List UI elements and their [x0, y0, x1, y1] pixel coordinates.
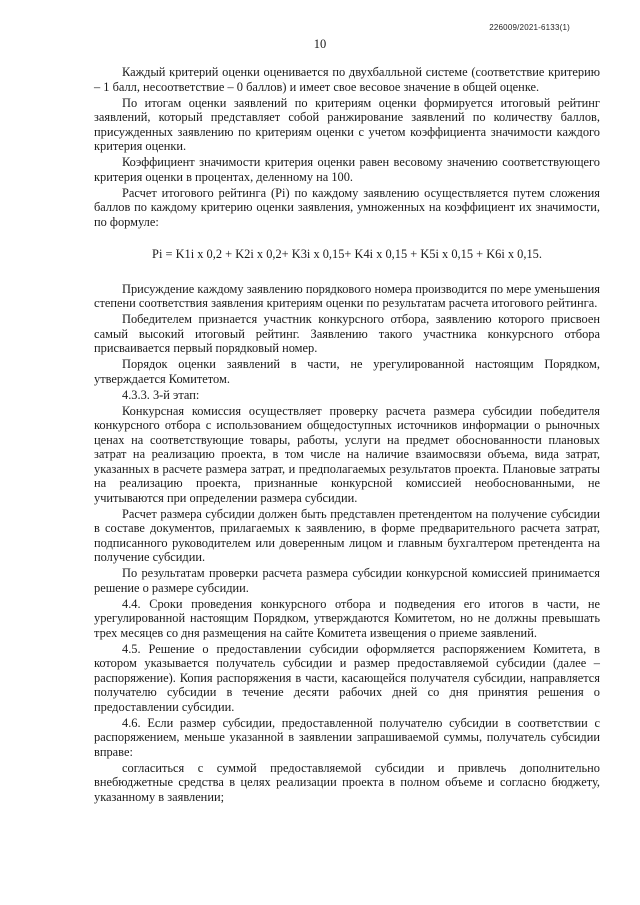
paragraph-subsidy-calculation: Расчет размера субсидии должен быть представлен претендентом на получение субсидии в составе документов, прилагаемых к заявлению, в форме предварительного расчета затрат, подписанного руководителем или доверенным лицом и главным бухгалтером претендента на получение субсидии. [94, 506, 600, 564]
paragraph-agree-option: согласиться с суммой предоставляемой субсидии и привлечь дополнительно внебюджетные средства в целях реализации проекта в полном объеме и согласно бюджету, указанному в заявлении; [94, 760, 600, 804]
paragraph-4-5-subsidy-order: 4.5. Решение о предоставлении субсидии оформляется распоряжением Комитета, в котором указывается получатель субсидии и размер предоставляемой субсидии (далее – распоряжение). Копия распоряжения в части, касающейся получателя субсидии, направляется получателю субсидии в течение десяти рабочих дней со дня принятия решения о предоставлении субсидии. [94, 641, 600, 714]
paragraph-subsidy-decision: По результатам проверки расчета размера субсидии конкурсной комиссией принимается решение о размере субсидии. [94, 566, 600, 595]
paragraph-evaluation-procedure: Порядок оценки заявлений в части, не урегулированной настоящим Порядком, утверждается Комитетом. [94, 357, 600, 386]
paragraph-ordinal-number: Присуждение каждому заявлению порядкового номера производится по мере уменьшения степени соответствия заявления критериям оценки по результатам расчета итогового рейтинга. [94, 281, 600, 310]
paragraph-significance-coefficient: Коэффициент значимости критерия оценки равен весовому значению соответствующего критерия оценки в процентах, деленному на 100. [94, 155, 600, 184]
document-id: 226009/2021-6133(1) [489, 23, 570, 32]
paragraph-winner: Победителем признается участник конкурсного отбора, заявлению которого присвоен самый высокий итоговый рейтинг. Заявлению такого участника конкурсного отбора присваивается первый порядковый номер. [94, 312, 600, 355]
paragraph-4-6-reduced-subsidy: 4.6. Если размер субсидии, предоставленной получателю субсидии в соответствии с распоряжением, меньше указанной в заявлении запрашиваемой суммы, получатель субсидии вправе: [94, 715, 600, 759]
page-number: 10 [313, 37, 327, 51]
rating-formula: Pi = K1i x 0,2 + K2i x 0,2+ K3i x 0,15+ K4i x 0,15 + K5i x 0,15 + K6i x 0,15. [152, 247, 542, 261]
paragraph-4-4-deadlines: 4.4. Сроки проведения конкурсного отбора и подведения его итогов в части, не урегулированной настоящим Порядком, утверждаются Комитетом, но не должны превышать трех месяцев со дня размещения на сайте Комитета извещения о приеме заявлений. [94, 596, 600, 640]
paragraph-criteria-scoring: Каждый критерий оценки оценивается по двухбалльной системе (соответствие критерию – 1 балл, несоответствие – 0 баллов) и имеет свое весовое значение в общей оценке. [94, 65, 600, 94]
paragraph-rating-calculation: Расчет итогового рейтинга (Pi) по каждому заявлению осуществляется путем сложения баллов по каждому критерию оценки заявления, умноженных на коэффициент их значимости, по формуле: [94, 185, 600, 229]
section-heading-4-3-3: 4.3.3. 3-й этап: [122, 387, 200, 402]
paragraph-commission-check: Конкурсная комиссия осуществляет проверку расчета размера субсидии победителя конкурсного отбора с использованием общедоступных источников информации о рыночных ценах на соответствующие товары, работы, услуги на предмет обоснованности плановых затрат на реализацию проекта, в том числе на наличие взаимосвязи объема, вида затрат, указанных в расчете размера затрат, и предполагаемых результатов проекта. Плановые затраты на реализацию проекта, признанные конкурсной комиссией необоснованными, не учитываются при определении размера субсидии. [94, 403, 600, 505]
document-body [94, 65, 600, 806]
paragraph-final-rating: По итогам оценки заявлений по критериям оценки формируется итоговый рейтинг заявлений, который представляет собой ранжирование заявлений по количеству баллов, присужденных заявлению по критериям оценки с учетом коэффициента значимости каждого критерия оценки. [94, 95, 600, 153]
